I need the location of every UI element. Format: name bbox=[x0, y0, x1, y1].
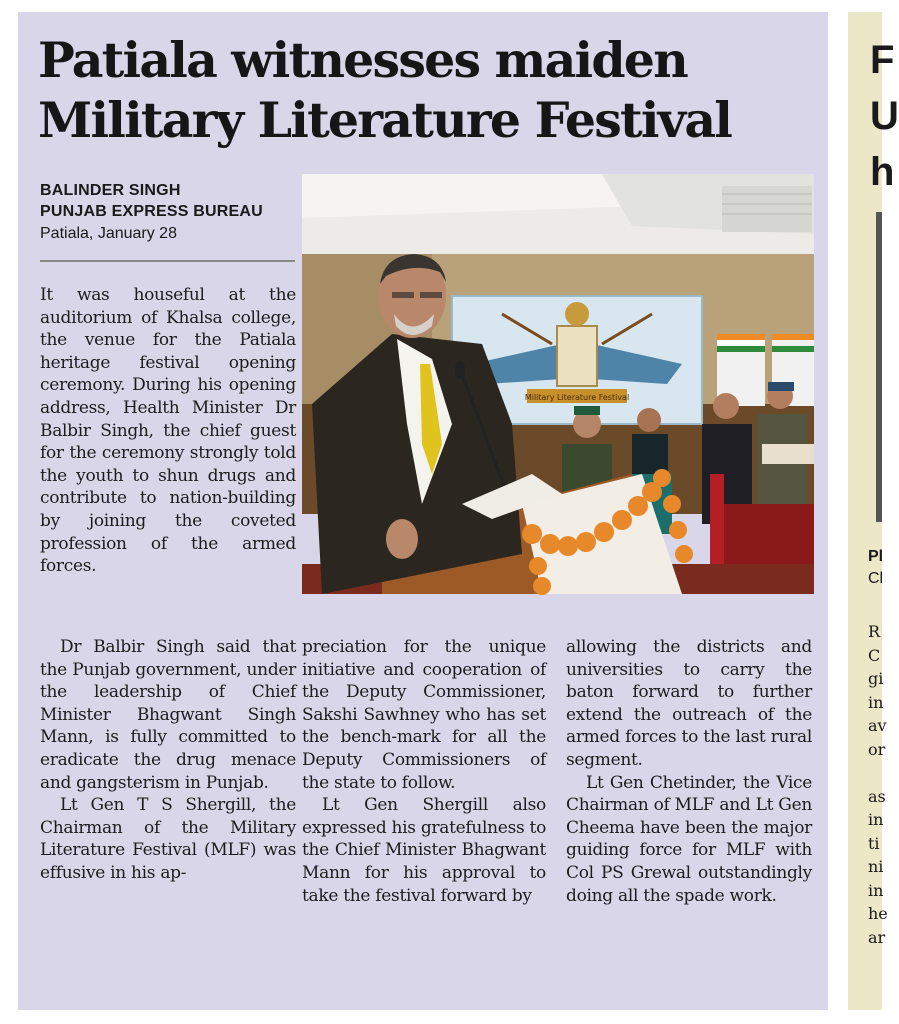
paragraph-4: Lt Gen Shergill also expressed his gratefulness to the Chief Minister Bhagwant Mann for his approval to take the festival forward by bbox=[302, 795, 546, 906]
body-column-3 bbox=[566, 636, 812, 907]
article bbox=[18, 12, 828, 1010]
paragraph-3-continued: preciation for the unique initiative and cooperation of the Deputy Commissioner, Sakshi Sawhney who has set the bench-mark for all the Deputy Commissioners of the state to follow. bbox=[302, 637, 546, 793]
event-photo bbox=[302, 174, 814, 594]
banner-text: Military Literature Festival bbox=[524, 393, 630, 402]
body-column-2 bbox=[302, 636, 546, 907]
paragraph-5: Lt Gen Chetinder, the Vice Chairman of MLF and Lt Gen Cheema have been the major guiding force for MLF with Col PS Grewal outstandingly doing all the spade work. bbox=[566, 772, 812, 906]
adjacent-byline: Pl Cl bbox=[868, 548, 884, 587]
adjacent-headline: F U h bbox=[870, 38, 899, 194]
body-column-1-continued bbox=[40, 636, 296, 885]
headline: Patiala witnesses maiden Military Literature Festival bbox=[38, 31, 732, 149]
paragraph-1: It was houseful at the auditorium of Khalsa college, the venue for the Patiala heritage festival opening ceremony. During his opening address, Health Minister Dr Balbir Singh, the chief guest for the ceremony strongly told the youth to shun drugs and contribute to nation-building by joining the coveted profession of the armed forces. bbox=[40, 285, 296, 577]
paragraph-4-continued: allowing the districts and universities to carry the baton forward to further extend the outreach of the armed forces to the last rural segment. bbox=[566, 637, 812, 770]
dateline: Patiala, January 28 bbox=[40, 225, 177, 242]
paragraph-2: Dr Balbir Singh said that the Punjab government, under the leadership of Chief Minister Bhagwant Singh Mann, is fully committed to eradicate the drug menace and gangsterism in Punjab. bbox=[40, 637, 296, 793]
adjacent-text: R C gi in av or as in ti ni in he ar bbox=[868, 622, 888, 947]
bureau-name: PUNJAB EXPRESS BUREAU bbox=[40, 203, 263, 220]
adjacent-article-edge bbox=[848, 12, 899, 1010]
paragraph-3: Lt Gen T S Shergill, the Chairman of the Military Literature Festival (MLF) was effusive in his ap- bbox=[40, 795, 296, 883]
body-column-1 bbox=[40, 284, 296, 578]
byline-divider bbox=[40, 260, 295, 262]
author-name: BALINDER SINGH bbox=[40, 182, 181, 199]
adjacent-photo-edge bbox=[876, 212, 882, 522]
byline bbox=[40, 180, 295, 244]
